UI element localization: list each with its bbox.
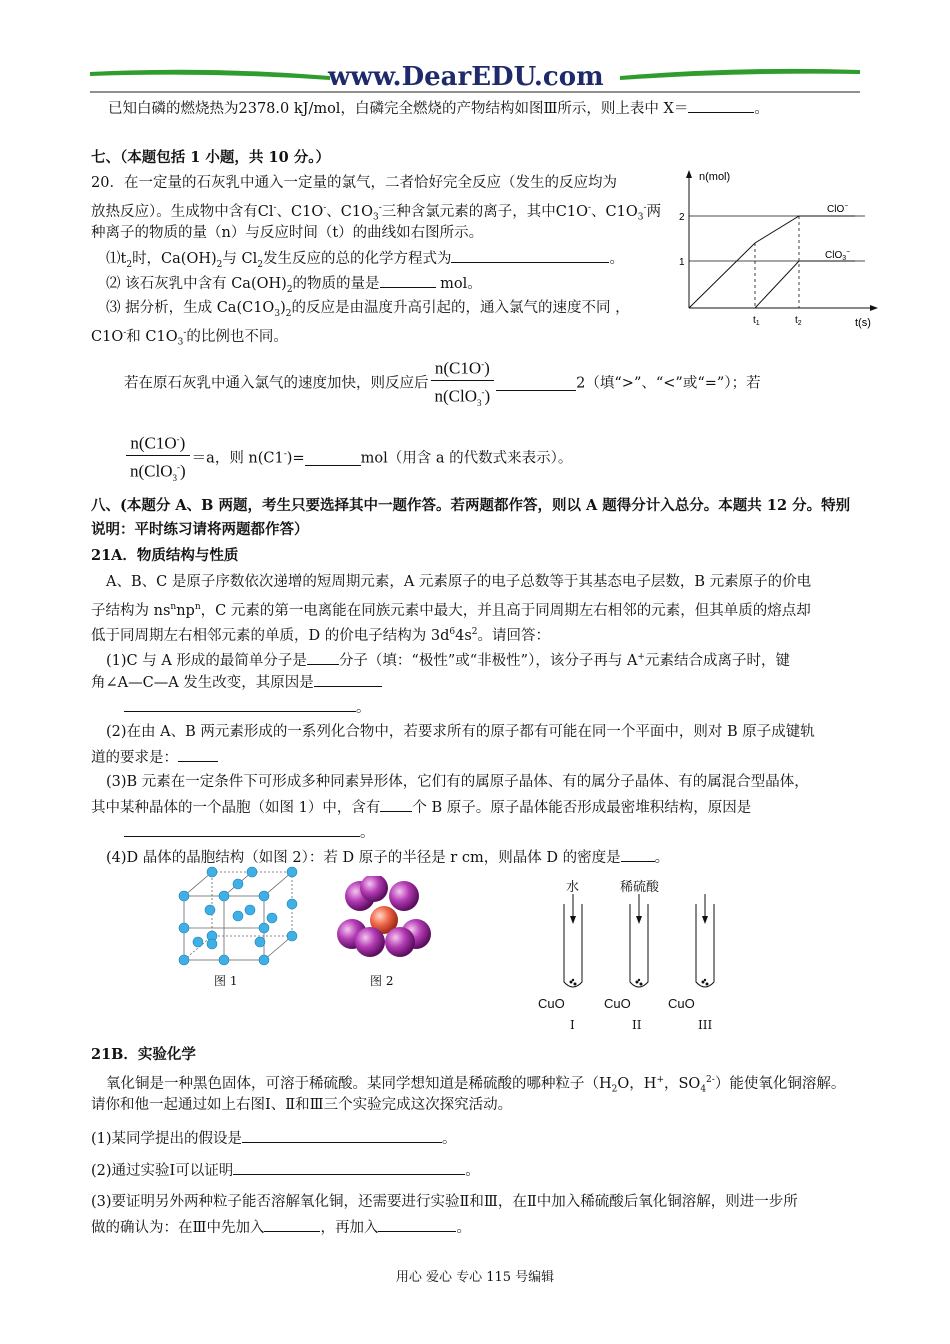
- figure-1-caption: 图 1: [214, 974, 238, 988]
- header-banner: [90, 62, 860, 96]
- q21b-q3: (3)要证明另外两种粒子能否溶解氧化铜，还需要进行实验Ⅱ和Ⅲ，在Ⅱ中加入稀硫酸后氧化铜溶解，则进一步所: [91, 1194, 798, 1210]
- q21a-q2: (2)在由 A、B 两元素形成的一系列化合物中，若要求所有的原子都有可能在同一个平面中，则对 B 原子成键轨: [106, 724, 815, 740]
- q21b-q1: (1)某同学提出的假设是 。: [91, 1128, 858, 1149]
- series-clo-label: ClO−: [827, 203, 849, 215]
- tube-2-reagent: 稀硫酸: [620, 880, 660, 895]
- q20-part3-cont: C1O-和 $C1O_3^-$的比例也不同。: [91, 328, 288, 348]
- sec8-title-2: 说明：平时练习请将两题都作答）: [91, 521, 309, 538]
- top-text: 已知白磷的燃烧热为2378.0 kJ/mol，白磷完全燃烧的产物结构如图Ⅲ所示，则上表中 X＝ 。: [108, 98, 858, 119]
- sec7-title: 七、（本题包括 1 小题，共 10 分。）: [91, 149, 330, 166]
- ratio-line1: 若在原石灰乳中通入氯气的速度加快，则反应后 $\frac{n(C1O^-)}{n(ClO_3^-)}$ 2（填“>”、“<”或“=”）；若: [124, 353, 858, 407]
- tube-3-cuo: CuO: [668, 996, 695, 1011]
- q20-part2: ⑵ 该石灰乳中含有 $Ca(OH)_2$的物质的量是 mol。: [106, 273, 858, 300]
- q20-line3: 种离子的物质的量（n）与反应时间（t）的曲线如右图所示。: [91, 225, 484, 241]
- q21a-q1-blank: 。: [124, 697, 858, 718]
- crystal-cell-figure-1: [172, 866, 302, 966]
- q21b-line2: 请你和他一起通过如上右图Ⅰ、Ⅱ和Ⅲ三个实验完成这次探究活动。: [91, 1097, 513, 1113]
- y-axis-label: n(mol): [699, 171, 731, 183]
- q21a-q2-cont: 道的要求是：: [91, 747, 858, 768]
- page-footer: 用心 爱心 专心 115 号编辑: [395, 1270, 555, 1285]
- crystal-cell-figure-2: [334, 876, 434, 960]
- series-clo3-label: ClO$_3$−: [825, 249, 851, 262]
- x-axis-label: t(s): [855, 317, 871, 329]
- tube-1-cuo: CuO: [538, 996, 565, 1011]
- q21a-title: 21A．物质结构与性质: [91, 547, 239, 564]
- tube-1-reagent: 水: [566, 880, 580, 895]
- tube-3-number: III: [698, 1018, 713, 1032]
- q21a-q3-cont: 其中某种晶体的一个晶胞（如图 1）中，含有 个 B 原子。原子晶体能否形成最密堆积结构，原因是: [91, 797, 858, 818]
- ratio-fraction-2: $\frac{n(C1O^-)}{n(ClO_3^-)}$: [126, 428, 190, 489]
- tube-1-number: I: [570, 1018, 575, 1032]
- t1-label: $t_1$: [753, 315, 760, 327]
- tube-2-number: II: [632, 1018, 642, 1032]
- q21a-q1-cont: 角∠A—C—A 发生改变，其原因是: [91, 672, 858, 693]
- q21a-line1: A、B、C 是原子序数依次递增的短周期元素，A 元素原子的电子总数等于其基态电子层数，B 元素原子的价电: [106, 574, 812, 590]
- site-name: www.DearEDU.com: [328, 62, 604, 92]
- tube-2-cuo: CuO: [604, 996, 631, 1011]
- q20-part1: $⑴t_2$时，$Ca(OH)_2$与 $Cl_2$发生反应的总的化学方程式为 。: [106, 248, 858, 275]
- t2-label: $t_2$: [795, 315, 802, 327]
- q21a-line3: 低于同周期左右相邻元素的单质，D 的价电子结构为 $3d^64s^2$。请回答：: [91, 627, 550, 644]
- y-tick-1: 1: [679, 257, 685, 268]
- q21b-line1: 氧化铜是一种黑色固体，可溶于稀硫酸。某同学想知道是稀硫酸的哪种粒子（$H_2O$，H+，$SO_4^{2-}$）能使氧化铜溶解。: [106, 1075, 846, 1095]
- ratio-fraction-1: $\frac{n(C1O^-)}{n(ClO_3^-)}$: [431, 353, 495, 414]
- q20-line1: 20．在一定量的石灰乳中通入一定量的氯气，二者恰好完全反应（发生的反应均为: [91, 175, 617, 191]
- ratio-line2: $\frac{n(C1O^-)}{n(ClO_3^-)}$ ＝a，则 n(C1-)= mol（用含 a 的代数式来表示）。: [124, 428, 858, 482]
- figure-2-caption: 图 2: [370, 974, 394, 988]
- q21a-q4: (4)D 晶体的晶胞结构（如图 2）：若 D 原子的半径是 r cm，则晶体 D 的密度是 。: [106, 847, 858, 868]
- y-tick-2: 2: [679, 212, 685, 223]
- q21a-q3-blank: 。: [124, 822, 858, 843]
- q20-part3: ⑶ 据分析，生成 $Ca(C1O_3)_2$的反应是由温度升高引起的，通入氯气的速度不同 ，: [106, 300, 630, 319]
- q21b-title: 21B．实验化学: [91, 1046, 196, 1063]
- q20-line2: 放热反应）。生成物中含有Cl-、C1O-、$C1O_3^-$三种含氯元素的离子，其中C1O-、$C1O_3^-$两: [91, 203, 662, 223]
- sec8-title-1: 八、(本题分 A、B 两题，考生只要选择其中一题作答。若两题都作答，则以 A 题得分计入总分。本题共 12 分。特别: [91, 497, 851, 514]
- q21a-q3: (3)B 元素在一定条件下可形成多种同素异形体，它们有的属原子晶体、有的属分子晶体、有的属混合型晶体，: [106, 774, 809, 790]
- clo3-curve: [755, 261, 855, 308]
- q21a-q1: (1)C 与 A 形成的最简单分子是 分子（填：“极性”或“非极性”），该分子再与 A+元素结合成离子时，键: [106, 647, 858, 671]
- q21b-q2: (2)通过实验Ⅰ可以证明 。: [91, 1160, 858, 1181]
- n-t-graph: [675, 168, 885, 333]
- test-tubes-figure: [560, 890, 720, 994]
- q21a-line2: 子结构为 $ns^nnp^n$，C 元素的第一电离能在同族元素中最大，并且高于同周期左右相邻的元素，但其单质的熔点却: [91, 602, 811, 619]
- q21b-q3-cont: 做的确认为：在Ⅲ中先加入 ，再加入 。: [91, 1217, 858, 1238]
- clo-curve: [689, 216, 855, 308]
